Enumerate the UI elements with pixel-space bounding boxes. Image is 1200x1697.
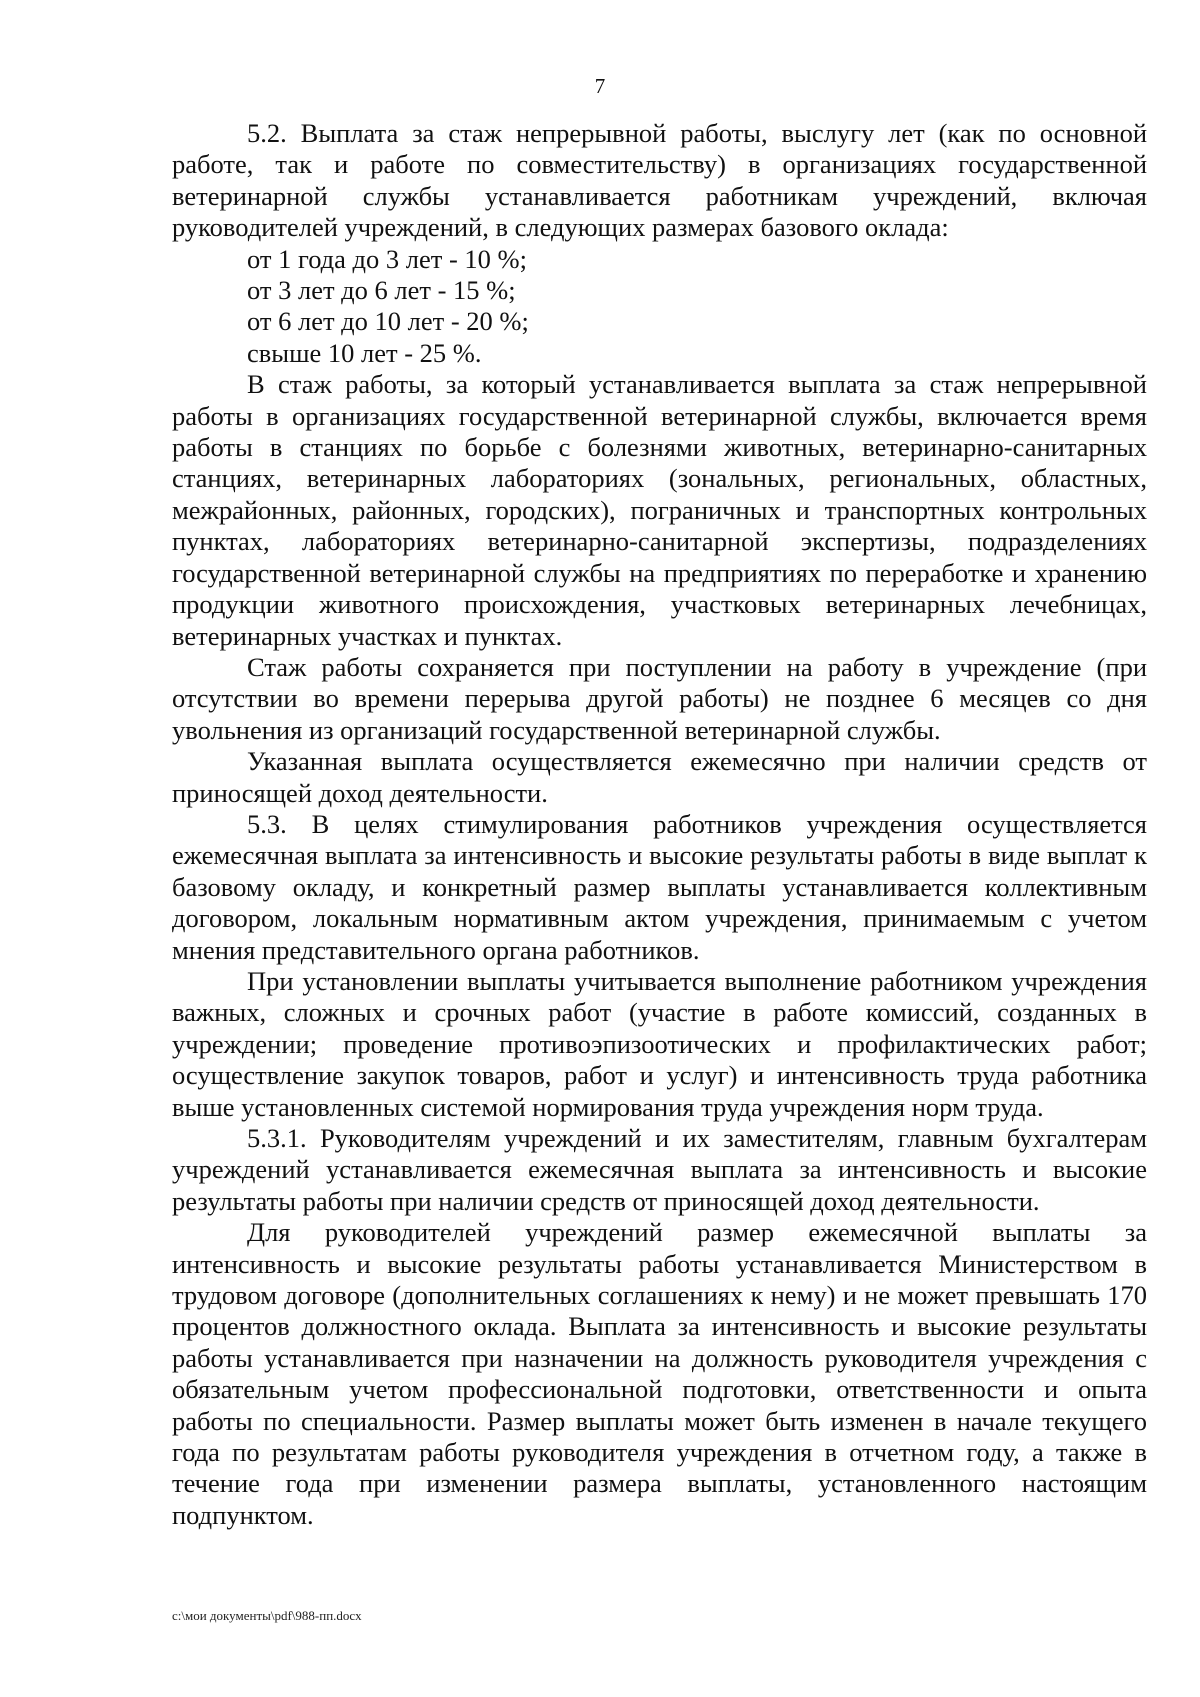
paragraph: Указанная выплата осуществляется ежемесячно при наличии средств от приносящей доход деятельности. [172, 746, 1147, 808]
paragraph: При установлении выплаты учитывается выполнение работником учреждения важных, сложных и срочных работ (участие в работе комиссий, созданных в учреждении; проведение противоэпизоотических и профилактических работ; осуществление закупок товаров, работ и услуг) и интенсивность труда работника выше установленных системой нормирования труда учреждения норм труда. [172, 965, 1147, 1122]
list-item: от 6 лет до 10 лет - 20 %; [247, 306, 529, 337]
paragraph: 5.3. В целях стимулирования работников учреждения осуществляется ежемесячная выплата за интенсивность и высокие результаты работы в виде выплат к базовому окладу, и конкретный размер выплаты устанавливается коллективным договором, локальным нормативным актом учреждения, принимаемым с учетом мнения представительного органа работников. [172, 808, 1147, 965]
list-item: свыше 10 лет - 25 %. [247, 337, 482, 368]
paragraph: 5.2. Выплата за стаж непрерывной работы, выслугу лет (как по основной работе, так и работе по совместительству) в организациях государственной ветеринарной службы устанавливается работникам учреждений, включая руководителей учреждений, в следующих размерах базового оклада: [172, 118, 1147, 243]
page-number: 7 [594, 74, 606, 98]
list-item: от 3 лет до 6 лет - 15 %; [247, 275, 516, 306]
paragraph: Стаж работы сохраняется при поступлении на работу в учреждение (при отсутствии во времени перерыва другой работы) не позднее 6 месяцев со дня увольнения из организаций государственной ветеринарной службы. [172, 651, 1147, 745]
paragraph: Для руководителей учреждений размер ежемесячной выплаты за интенсивность и высокие результаты работы устанавливается Министерством в трудовом договоре (дополнительных соглашениях к нему) и не может превышать 170 процентов должностного оклада. Выплата за интенсивность и высокие результаты работы устанавливается при назначении на должность руководителя учреждения с обязательным учетом профессиональной подготовки, ответственности и опыта работы по специальности. Размер выплаты может быть изменен в начале текущего года по результатам работы руководителя учреждения в отчетном году, а также в течение года при изменении размера выплаты, установленного настоящим подпунктом. [172, 1217, 1147, 1530]
footer-file-path: c:\мои документы\pdf\988-пп.docx [172, 1608, 362, 1623]
paragraph: 5.3.1. Руководителям учреждений и их заместителям, главным бухгалтерам учреждений устанавливается ежемесячная выплата за интенсивность и высокие результаты работы при наличии средств от приносящей доход деятельности. [172, 1123, 1147, 1216]
list-item: от 1 года до 3 лет - 10 %; [247, 243, 527, 274]
document-body [172, 118, 1147, 1531]
paragraph: В стаж работы, за который устанавливается выплата за стаж непрерывной работы в организациях государственной ветеринарной службы, включается время работы в станциях по борьбе с болезнями животных, ветеринарно-санитарных станциях, ветеринарных лабораториях (зональных, региональных, областных, межрайонных, районных, городских), пограничных и транспортных контрольных пунктах, лабораториях ветеринарно-санитарной экспертизы, подразделениях государственной ветеринарной службы на предприятиях по переработке и хранению продукции животного происхождения, участковых ветеринарных лечебницах, ветеринарных участках и пунктах. [172, 369, 1147, 651]
